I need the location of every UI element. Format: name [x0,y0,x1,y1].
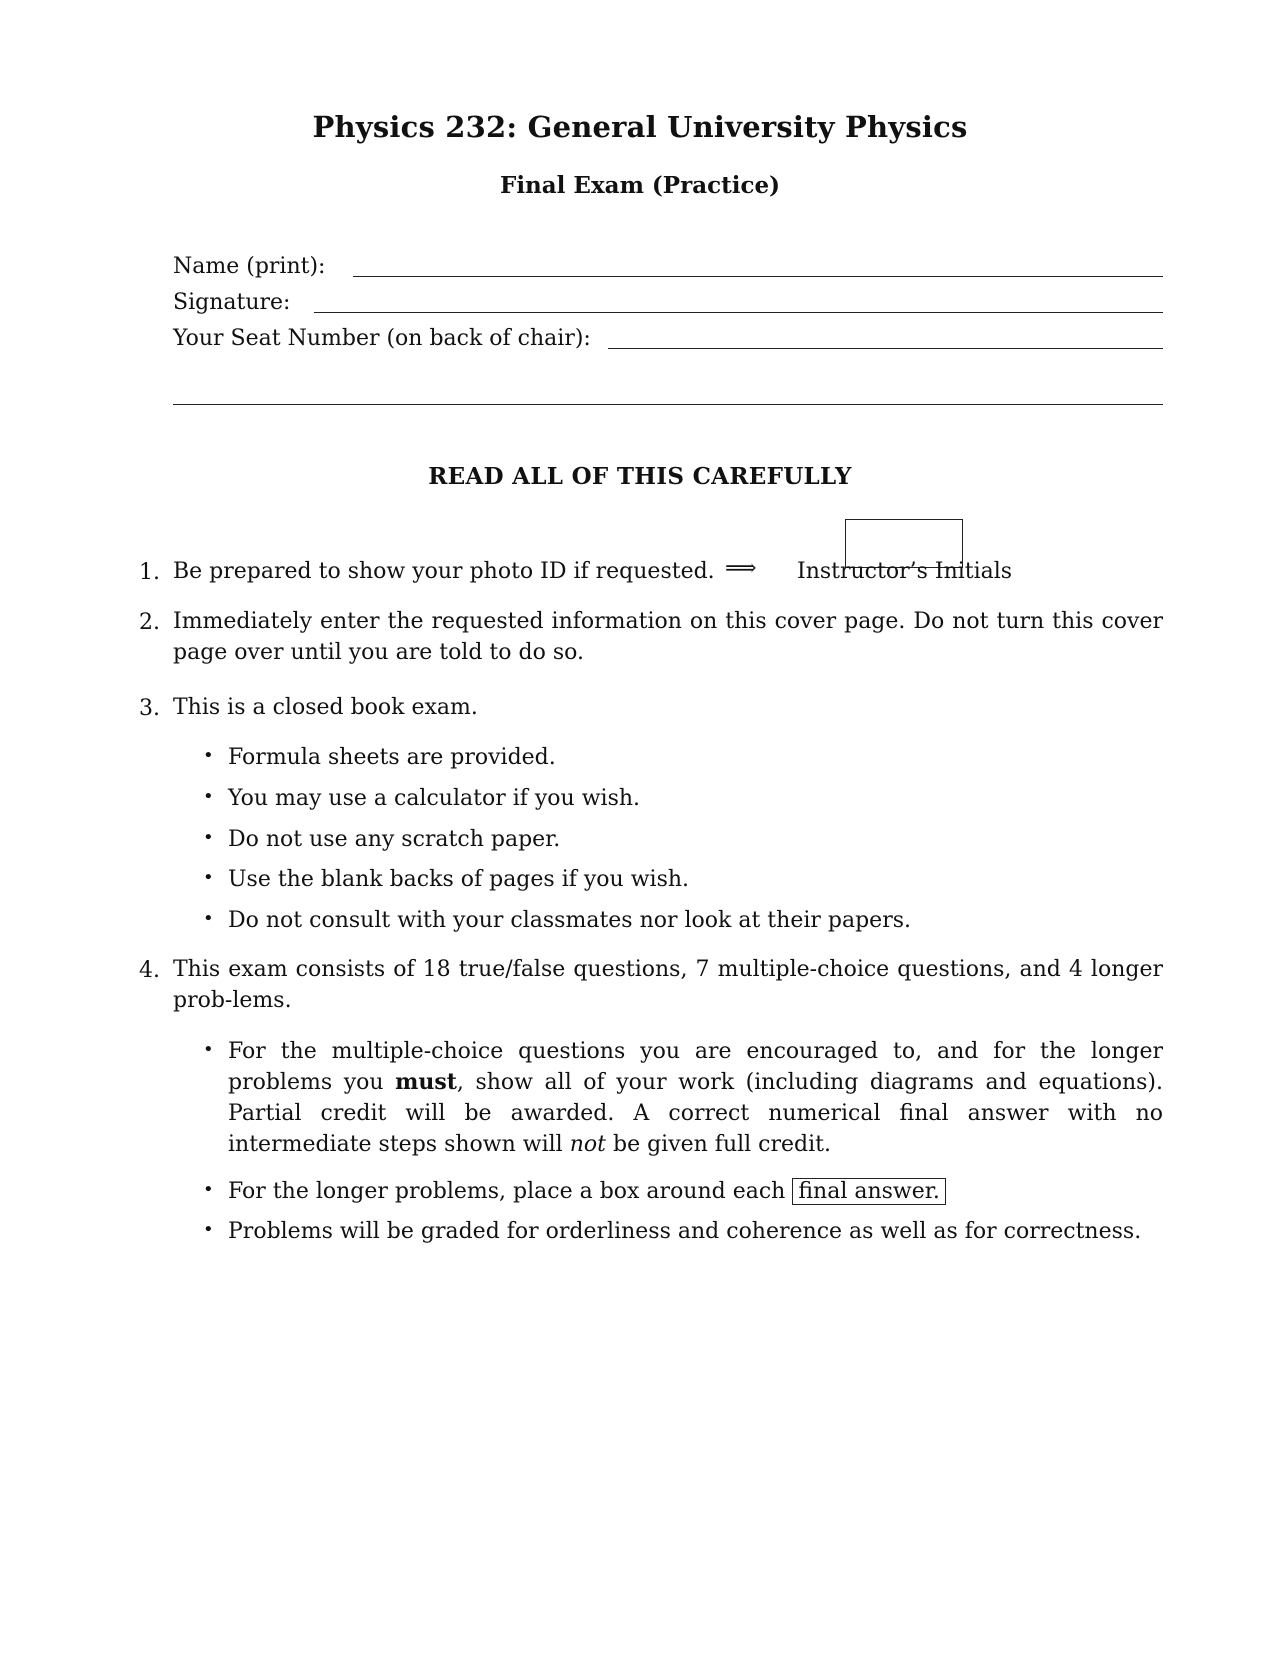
bullet-text: be given full credit. [612,1132,831,1157]
item-2-text: Immediately enter the requested information on this cover page. Do not turn this cover page over until you are told to do so. [173,609,1163,665]
bullet-icon: • [203,827,214,848]
bullet-icon: • [203,1219,214,1240]
emphasis-bold: must [395,1069,457,1095]
exam-title: Physics 232: General University Physics [312,110,968,144]
item-3-text: This is a closed book exam. [173,695,478,720]
bullet-icon: • [203,908,214,929]
bullet-text: For the longer problems, place a box around each [228,1179,786,1204]
seat-number-label: Your Seat Number (on back of chair): [173,326,591,351]
item-number: 1. [139,560,160,585]
signature-line[interactable] [314,312,1163,313]
name-line[interactable] [353,276,1163,277]
list-item: Formula sheets are provided. [228,745,556,770]
list-item: Use the blank backs of pages if you wish. [228,867,690,892]
emphasis-italic: not [569,1132,606,1157]
bullet-icon: • [203,1039,214,1060]
instructor-initials-label: Instructor’s Initials [797,559,1013,584]
implies-arrow-icon: ⟹ [725,556,757,581]
list-item: Do not consult with your classmates nor look at their papers. [228,908,911,933]
list-item: Do not use any scratch paper. [228,827,561,852]
separator-rule [173,404,1163,405]
instructions-heading: READ ALL OF THIS CAREFULLY [428,463,852,490]
bullet-text: , show all of your work (including diagrams and equations). Partial credit will be awarded. A correct numerical final answer with no intermediate steps shown will [228,1070,1163,1157]
item-number: 3. [139,696,160,721]
bullet-icon: • [203,867,214,888]
seat-number-line[interactable] [608,348,1163,349]
bullet-icon: • [203,745,214,766]
list-item: You may use a calculator if you wish. [228,786,641,811]
item-1-text: Be prepared to show your photo ID if requested. [173,559,715,584]
exam-subtitle: Final Exam (Practice) [499,172,780,199]
item-number: 2. [139,610,160,635]
signature-label: Signature: [173,290,291,315]
bullet-icon: • [203,786,214,807]
name-label: Name (print): [173,254,326,279]
boxed-final-answer: final answer. [792,1178,946,1205]
bullet-icon: • [203,1179,214,1200]
item-4-text: This exam consists of 18 true/false questions, 7 multiple-choice questions, and 4 longer prob-lems. [173,957,1163,1013]
list-item: Problems will be graded for orderliness and coherence as well as for correctness. [228,1219,1142,1244]
list-item [228,1176,1163,1207]
bullet-text: For the multiple-choice questions you are encouraged to, and for the longer problems you [228,1039,1163,1095]
item-number: 4. [139,958,160,983]
list-item [228,1036,1163,1160]
